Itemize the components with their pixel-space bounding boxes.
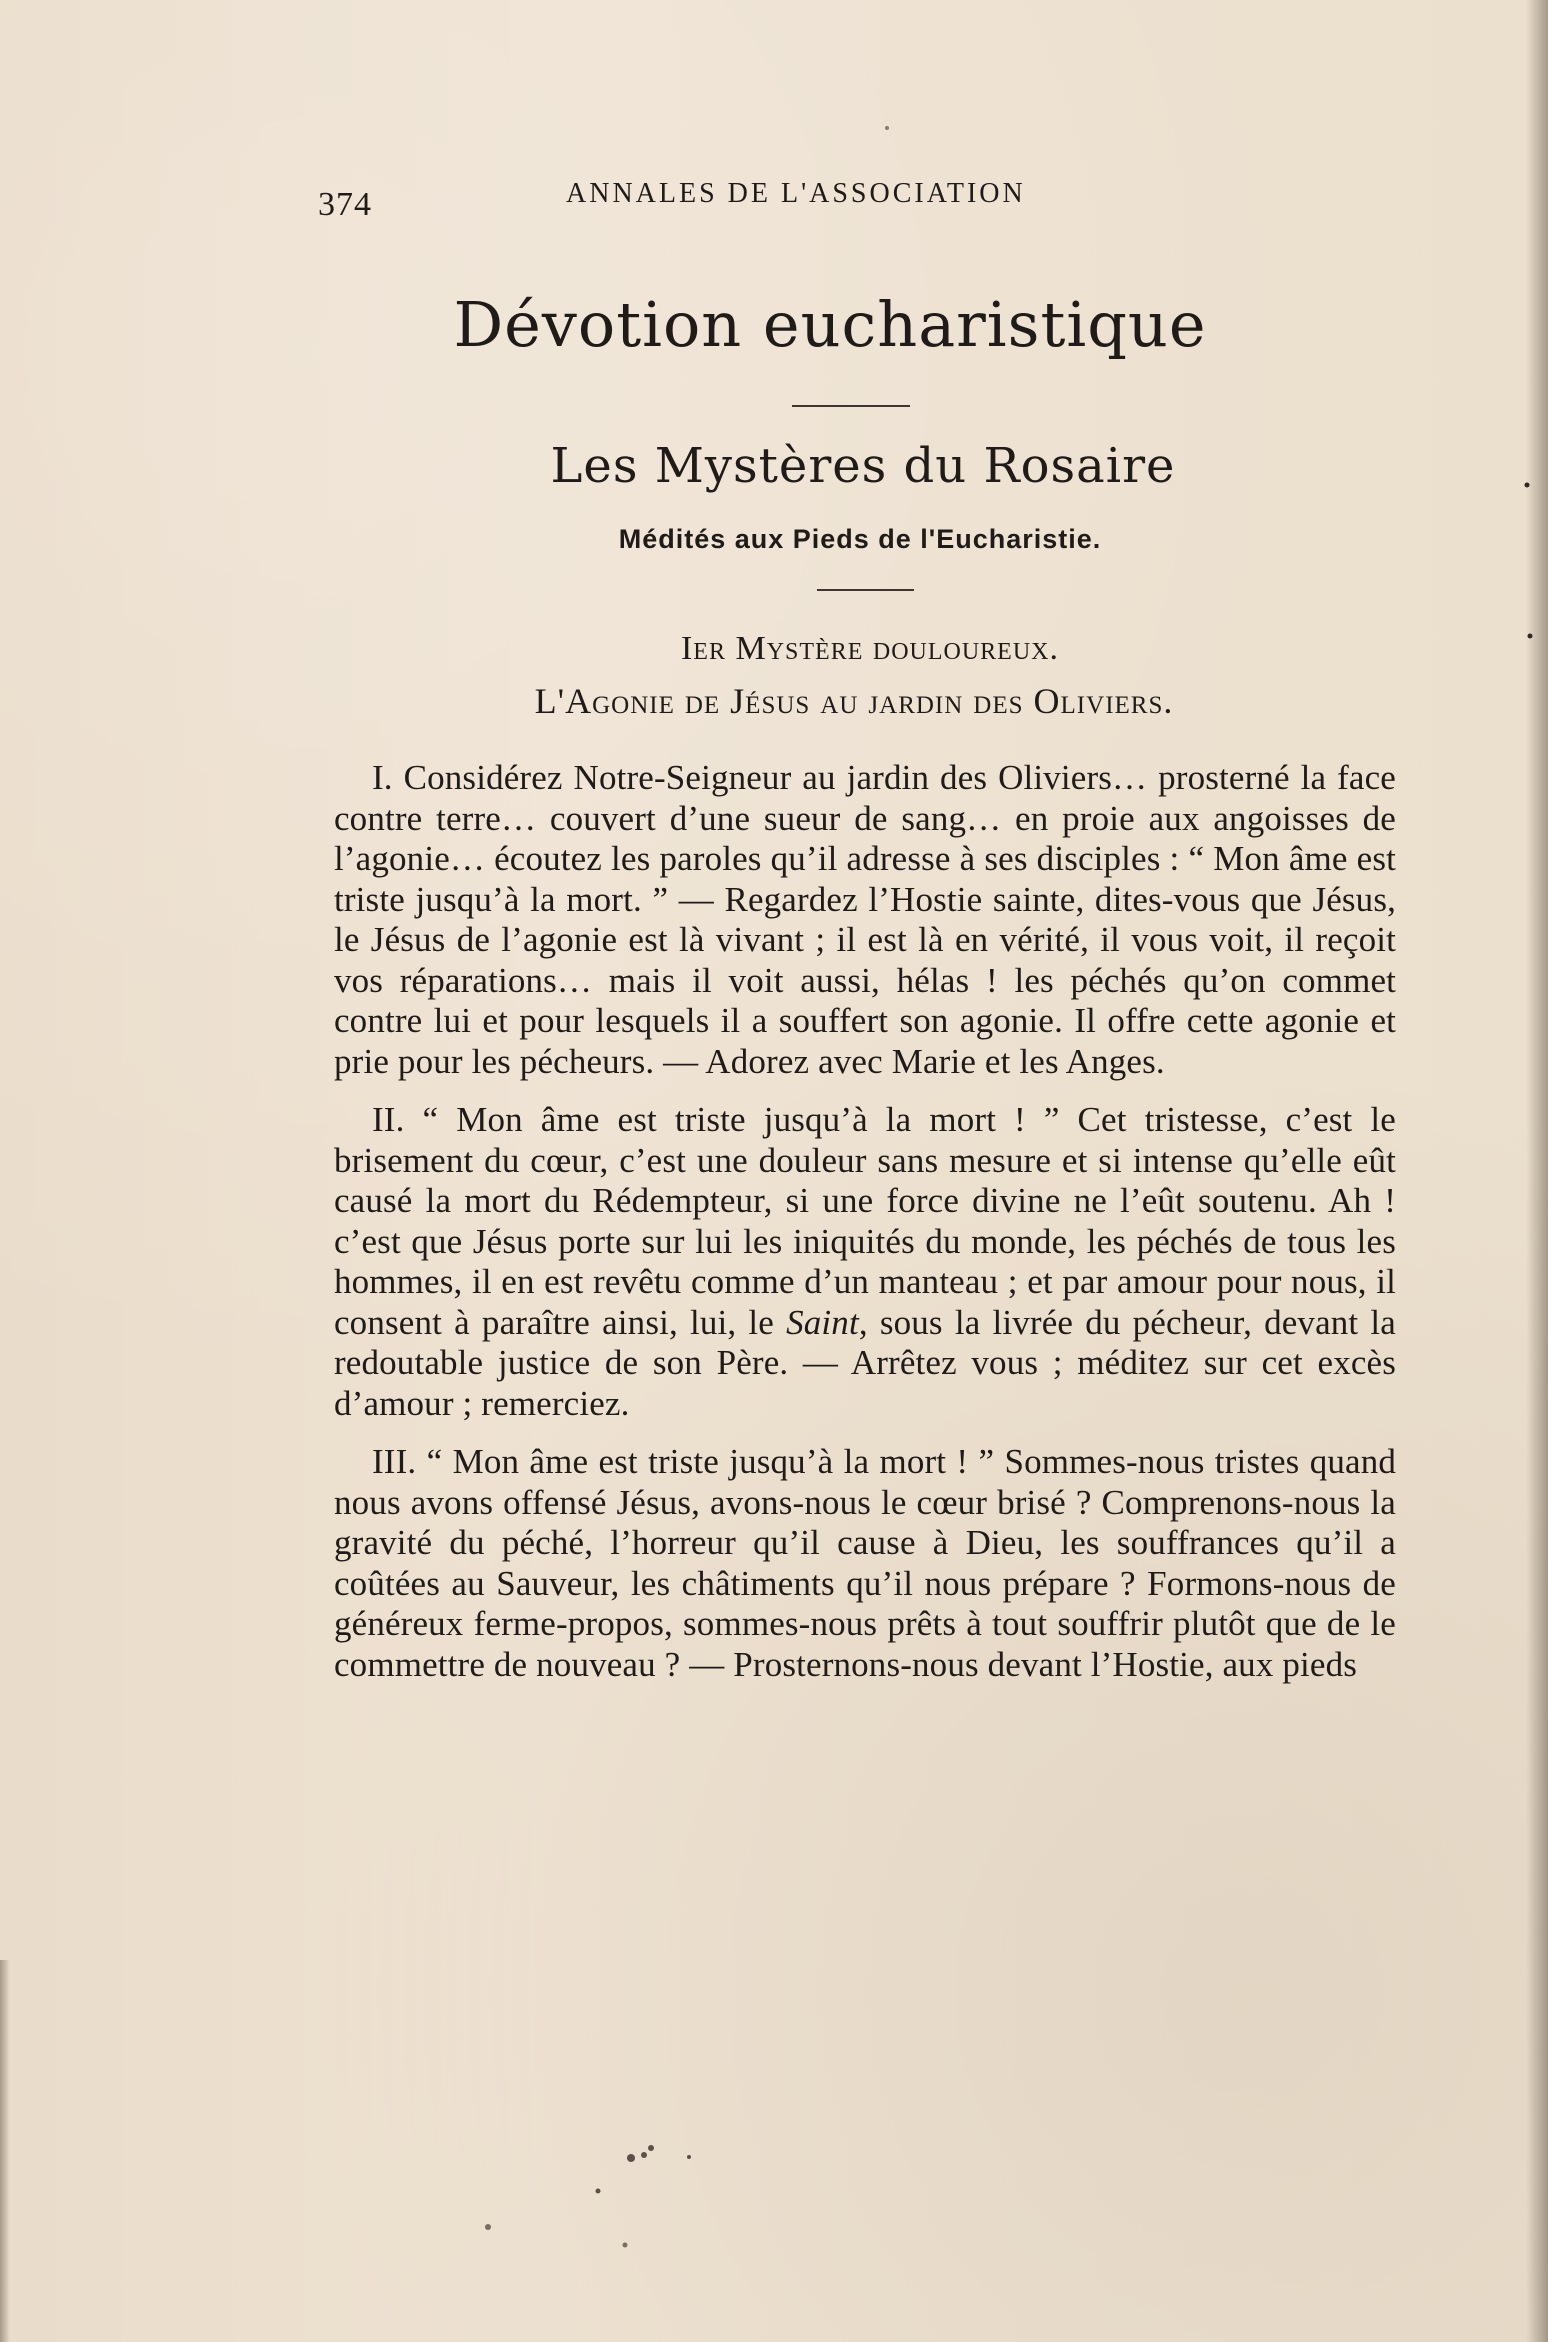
paragraph-2-italic-word: Saint: [786, 1302, 859, 1342]
tagline-rule: [817, 589, 914, 591]
paragraph-1: I. Considérez Notre-Seigneur au jardin des Oliviers… prosterné la face contre terre… couvert d’une sueur de sang… en proie aux angoisses de l’agonie… écoutez les paroles qu’il adresse à ses disciples : “ Mon âme est triste jusqu’à la mort. ” — Regardez l’Hostie sainte, dites-vous que Jésus, le Jésus de l’agonie est là vivant ; il est là en vérité, il vous voit, il reçoit vos réparations… mais il voit aussi, hélas ! les péchés qu’on commet contre lui et pour lesquels il a souffert son agonie. Il offre cette agonie et prie pour les pécheurs. — Adorez avec Marie et les Anges.: [334, 758, 1396, 1081]
article-title: Dévotion eucharistique: [453, 288, 1207, 361]
page-number: 374: [318, 186, 372, 223]
paragraph-2: [334, 1100, 1396, 1424]
article-body: [334, 758, 1396, 1703]
paragraph-2-part-1: II. “ Mon âme est triste jusqu’à la mort ! ” Cet tristesse, c’est le brisement du cœur, c’est une douleur sans mesure et si intense qu’elle eût causé la mort du Rédempteur, si une force divine ne l’eût soutenu. Ah ! c’est que Jésus porte sur lui les iniquités du monde, les péchés de tous les hommes, il en est revêtu comme d’un manteau ; et par amour pour nous, il consent à paraître ainsi, lui, le: [334, 1100, 1396, 1342]
title-rule: [792, 405, 910, 407]
section-title: L'Agonie de Jésus au jardin des Oliviers.: [534, 681, 1174, 721]
binding-shadow: [0, 1960, 10, 2342]
article-tagline: Médités aux Pieds de l'Eucharistie.: [618, 524, 1102, 554]
page-header: [318, 178, 1348, 224]
article-subtitle: Les Mystères du Rosaire: [550, 438, 1176, 494]
paragraph-3: III. “ Mon âme est triste jusqu’à la mort ! ” Sommes-nous tristes quand nous avons offensé Jésus, avons-nous le cœur brisé ? Comprenons-nous la gravité du péché, l’horreur qu’il cause à Dieu, les souffrances qu’il a coûtées au Sauveur, les châtiments qu’il nous prépare ? Formons-nous de généreux ferme-propos, sommes-nous prêts à tout souffrir plutôt que de le commettre de nouveau ? — Prosternons-nous devant l’Hostie, aux pieds: [334, 1442, 1396, 1684]
running-head: ANNALES DE L'ASSOCIATION: [566, 178, 1026, 209]
paragraph-2-part-2: , sous la livrée du pécheur, devant la redoutable justice de son Père. — Arrêtez vous ; méditez sur cet excès d’amour ; remerciez.: [334, 1302, 1396, 1423]
section-label: Ier Mystère douloureux.: [680, 630, 1060, 667]
page-edge-shadow: [1526, 0, 1548, 2342]
